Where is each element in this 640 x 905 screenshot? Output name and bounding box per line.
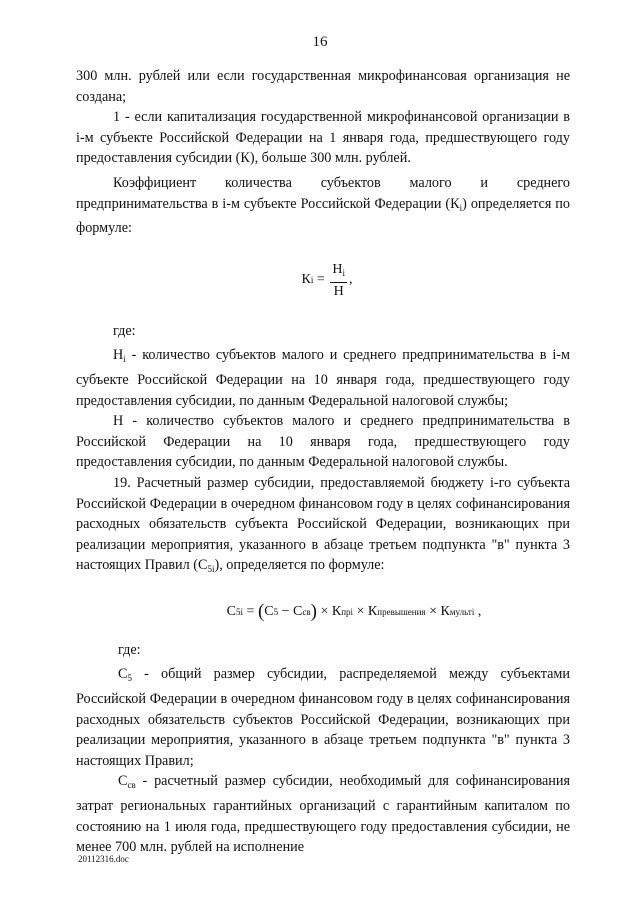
paragraph — [76, 771, 570, 857]
subscript: св — [302, 606, 311, 617]
formula-paren: ) — [310, 601, 317, 623]
formula-symbol: С — [226, 603, 237, 619]
formula-punctuation: , — [348, 272, 353, 288]
subscript: прi — [341, 606, 354, 617]
formula-operator: − — [278, 603, 294, 619]
formula-ki — [76, 251, 570, 311]
paragraph: 1 - если капитализация государственной микрофинансовой организации в i-м субъекте Российской Федерации на 1 января года, предшествующего году предоставления субсидии (К), больше 300 млн. рублей. — [76, 109, 570, 167]
formula-operator: × — [425, 603, 441, 619]
formula-fraction — [330, 261, 347, 300]
subscript: 5 — [127, 673, 132, 684]
formula-symbol: С — [264, 603, 274, 619]
formula-c5i — [76, 594, 570, 630]
paragraph — [76, 664, 570, 771]
document-body — [76, 66, 570, 858]
paragraph-text: - общий размер субсидии, распределяемой между субъектами Российской Федерации в очередном финансовом году в целях софинансирования расходных обязательств субъектов Российской Федерации, возникающих при реализации мероприятия, указанного в абзаце третьем подпункта "в" пункта 3 настоящих Правил; — [76, 666, 570, 769]
subscript: i — [310, 275, 314, 286]
formula-paren: ( — [257, 601, 265, 623]
paragraph: 300 млн. рублей или если государственная микрофинансовая организация не создана; — [76, 68, 570, 105]
subscript: св — [127, 780, 136, 791]
paragraph-symbol: С — [118, 666, 128, 683]
paragraph-symbol: Н — [113, 347, 124, 364]
where-label: где: — [113, 322, 136, 339]
formula-operator: × — [353, 603, 368, 619]
formula-symbol: Н — [332, 262, 343, 278]
formula-punctuation: , — [474, 603, 482, 619]
paragraph — [76, 345, 570, 411]
formula-symbol: К — [331, 603, 342, 619]
formula-operator: = — [243, 603, 258, 619]
subscript: превышения — [377, 606, 426, 617]
fraction-denominator: Н — [333, 284, 344, 300]
fraction-numerator — [330, 261, 347, 283]
subscript: мульті — [449, 606, 475, 617]
page-number: 16 — [312, 34, 328, 50]
formula-operator: × — [316, 603, 332, 619]
formula-operator: = — [313, 272, 329, 288]
paragraph-text: - расчетный размер субсидии, необходимый для софинансирования затрат региональных гарантийных организаций с гарантийным капиталом по состоянию на 1 июля года, предшествующего году предоставления субсидии, не менее 700 млн. рублей на исполнение — [76, 773, 570, 856]
paragraph-text: ), определяется по формуле: — [214, 557, 385, 574]
paragraph — [76, 173, 570, 239]
paragraph-text: Коэффициент количества субъектов малого и среднего предпринимательства в i-м субъекте Российской Федерации (К — [76, 174, 570, 212]
paragraph-text: 19. Расчетный размер субсидии, предоставляемой бюджету i-го субъекта Российской Федерации в очередном финансовом году в целях софинансирования расходных обязательств субъекта Российской Федерации, возникающих при реализации мероприятия, указанного в абзаце третьем подпункта "в" пункта 3 настоящих Правил (С — [76, 474, 570, 574]
formula-symbol: С — [293, 603, 303, 619]
paragraph: Н - количество субъектов малого и среднего предпринимательства в Российской Федерации на 10 января года, предшествующего году предоставления субсидии, по данным Федеральной налоговой службы. — [76, 413, 570, 471]
subscript: 5 — [273, 606, 279, 617]
paragraph-text: ) определяется по формуле: — [76, 195, 570, 237]
where-label: где: — [118, 641, 141, 658]
subscript: i — [459, 202, 463, 213]
subscript: 5i — [207, 564, 215, 575]
formula-symbol: К — [367, 603, 378, 619]
formula-symbol: К — [440, 603, 450, 619]
subscript: 5i — [236, 606, 244, 617]
footer-filename: 20112316.doc — [78, 854, 129, 864]
formula-symbol: К — [301, 272, 311, 288]
subscript: i — [342, 268, 345, 279]
paragraph — [76, 473, 570, 580]
paragraph-symbol: С — [118, 773, 128, 790]
paragraph-text: - количество субъектов малого и среднего предпринимательства в i-м субъекте Российской Федерации на 10 января года, предшествующего году предоставления субсидии, по данным Федеральной налоговой службы; — [76, 347, 570, 409]
subscript: i — [123, 354, 126, 365]
